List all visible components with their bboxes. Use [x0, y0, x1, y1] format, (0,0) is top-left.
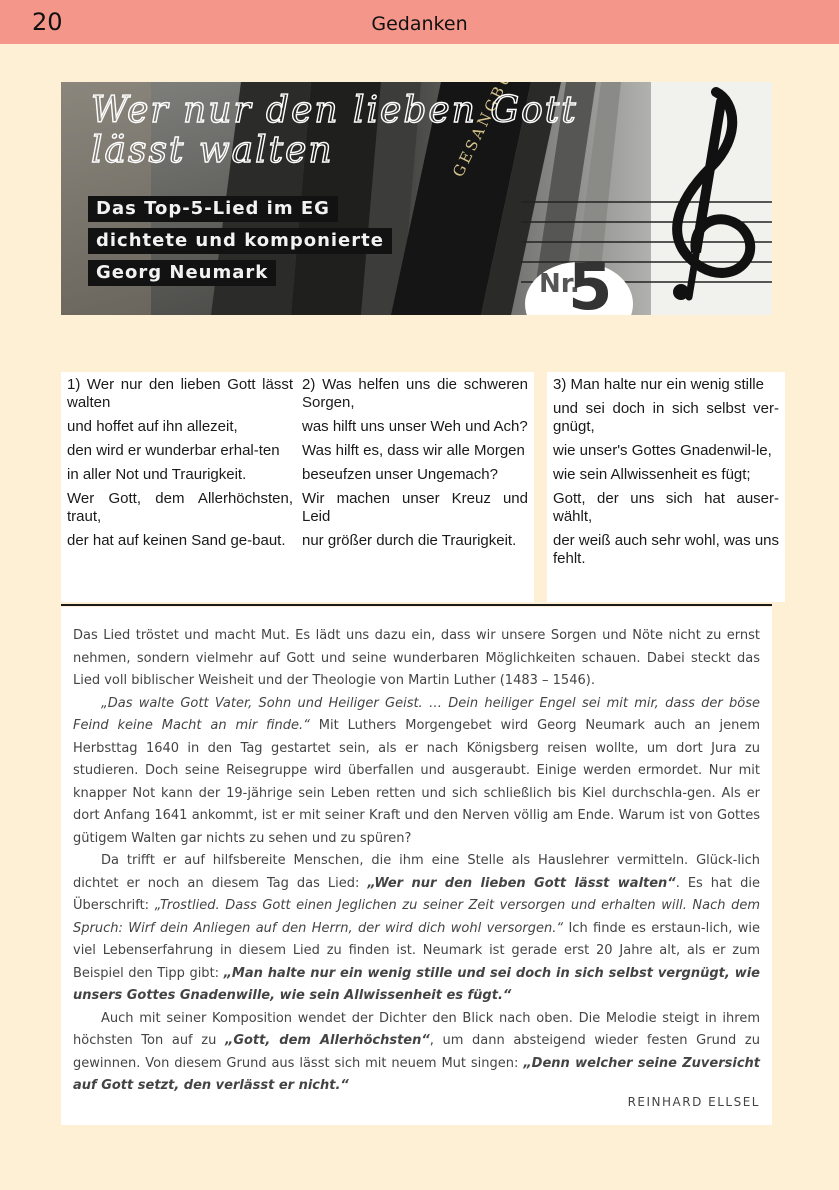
banner-subtitle-line1: Das Top-5-Lied im EG: [88, 196, 338, 222]
verse-line: 2) Was helfen uns die schweren Sorgen,: [302, 376, 528, 411]
closing-quote: „Denn welcher seine Zuversicht auf Gott setzt, den verlässt er nicht.“: [73, 1055, 760, 1093]
heading-quote: „Trostlied. Dass Gott einen Jeglichen zu seiner Zeit versorgen und erhalten will. Nach dem Spruch: Wirf dein Anliegen auf den Herrn, der wird dich wohl versorgen.“: [73, 898, 760, 936]
section-title: Gedanken: [371, 13, 468, 35]
luther-prayer-quote: „Das walte Gott Vater, Sohn und Heiliger Geist. … Dein heiliger Engel sei mit mir, dass der böse Feind keine Macht an mir finde.“: [73, 695, 760, 733]
verse-line: was hilft uns unser Weh und Ach?: [302, 418, 528, 435]
banner-title-line1: Wer nur den lieben Gott: [91, 90, 578, 131]
verse-line: 1) Wer nur den lieben Gott lässt walten: [67, 376, 293, 411]
divider-rule: [61, 604, 772, 606]
banner-subtitle-line2: dichtete und komponierte: [88, 228, 392, 254]
verse-line: wie sein Allwissenheit es fügt;: [553, 466, 751, 483]
song-title-quote: „Wer nur den lieben Gott lässt walten“: [367, 875, 676, 891]
article-paragraph-2: [73, 693, 760, 851]
article-paragraph-3: [73, 850, 760, 1008]
badge-label: Nr.: [539, 269, 580, 299]
verse-line: Wir machen unser Kreuz und Leid: [302, 490, 528, 525]
banner-subtitle-line3: Georg Neumark: [88, 260, 276, 286]
verse-line: Gott, der uns sich hat auser-wählt,: [553, 490, 779, 525]
banner-title-line2: lässt walten: [91, 130, 334, 171]
paragraph-text: Ich finde es erstaun-lich, wie viel Lebenserfahrung in diesem Lied zu finden ist. Neumark ist gerade erst 20 Jahre alt, als er zum Beispiel den Tipp gibt:: [73, 920, 760, 981]
hero-banner: [61, 82, 772, 315]
verse-line: Wer Gott, dem Allerhöchsten, traut,: [67, 490, 293, 525]
verse-line: und hoffet auf ihn allezeit,: [67, 418, 238, 435]
verse-line: der weiß auch sehr wohl, was uns fehlt.: [553, 532, 779, 567]
verse-line: wie unser's Gottes Gnadenwil-le,: [553, 442, 772, 459]
verse-line: beseufzen unser Ungemach?: [302, 466, 498, 483]
verse-line: der hat auf keinen Sand ge-baut.: [67, 532, 286, 549]
paragraph-text: Da trifft er auf hilfsbereite Menschen, die ihm eine Stelle als Hauslehrer vermitteln. Glück-lich dichtet er noch an diesem Tag das Lied:: [73, 853, 760, 891]
article-paragraph-1: Das Lied tröstet und macht Mut. Es lädt uns dazu ein, dass wir unsere Sorgen und Nöte nicht zu ernst nehmen, sondern vielmehr auf Gott und seine wunderbaren Möglichkeiten schauen. Dabei steckt das Lied voll biblischer Weisheit und der Theologie von Martin Luther (1483 – 1546).: [73, 628, 760, 688]
verse-column-3: [547, 372, 785, 602]
author-name: REINHARD ELLSEL: [627, 1094, 760, 1109]
verse-line: und sei doch in sich selbst ver-gnügt,: [553, 400, 779, 435]
badge-number: 5: [568, 251, 613, 315]
verse-line: den wird er wunderbar erhal-ten: [67, 442, 280, 459]
verse-line: in aller Not und Traurigkeit.: [67, 466, 247, 483]
paragraph-text: . Es hat die Überschrift:: [73, 875, 760, 913]
verse-line: 3) Man halte nur ein wenig stille: [553, 376, 764, 393]
verse-line: Was hilft es, dass wir alle Morgen: [302, 442, 525, 459]
paragraph-text: Mit Luthers Morgengebet wird Georg Neumark auch an jenem Herbsttag 1640 in den Tag gestartet sein, als er nach Königsberg reisen wollte, um dort Jura zu studieren. Doch seine Reisegruppe wird überfallen und ausgeraubt. Einige werden ermordet. Nur mit knapper Not kann der 19-jährige sein Leben retten und sich schließlich bis Kiel durchschla-gen. Als er dort Anfang 1641 ankommt, ist er mit seiner Kraft und den Nerven völlig am Ende. Warum ist von Gottes gütigem Walten gar nichts zu sehen und zu spüren?: [73, 718, 760, 846]
verse-column-1: [61, 372, 299, 602]
verse-quote: „Man halte nur ein wenig stille und sei doch in sich selbst vergnügt, wie unsers Gottes Gnadenwille, wie sein Allwissenheit es fügt.“: [73, 965, 760, 1003]
article-paragraph-4: [73, 1008, 760, 1098]
verse-column-2: [296, 372, 534, 602]
page-header: [0, 0, 839, 44]
highest-tone-quote: „Gott, dem Allerhöchsten“: [224, 1033, 430, 1048]
page-number: 20: [32, 8, 63, 36]
article-body: [61, 607, 772, 1125]
paragraph-text: , um dann absteigend wieder festen Grund zu gewinnen. Von diesem Grund aus lässt sich mit neuem Mut singen:: [73, 1033, 760, 1071]
verse-line: nur größer durch die Traurigkeit.: [302, 532, 517, 549]
paragraph-text: Auch mit seiner Komposition wendet der Dichter den Blick nach oben. Die Melodie steigt in ihrem höchsten Ton auf zu: [73, 1010, 760, 1048]
